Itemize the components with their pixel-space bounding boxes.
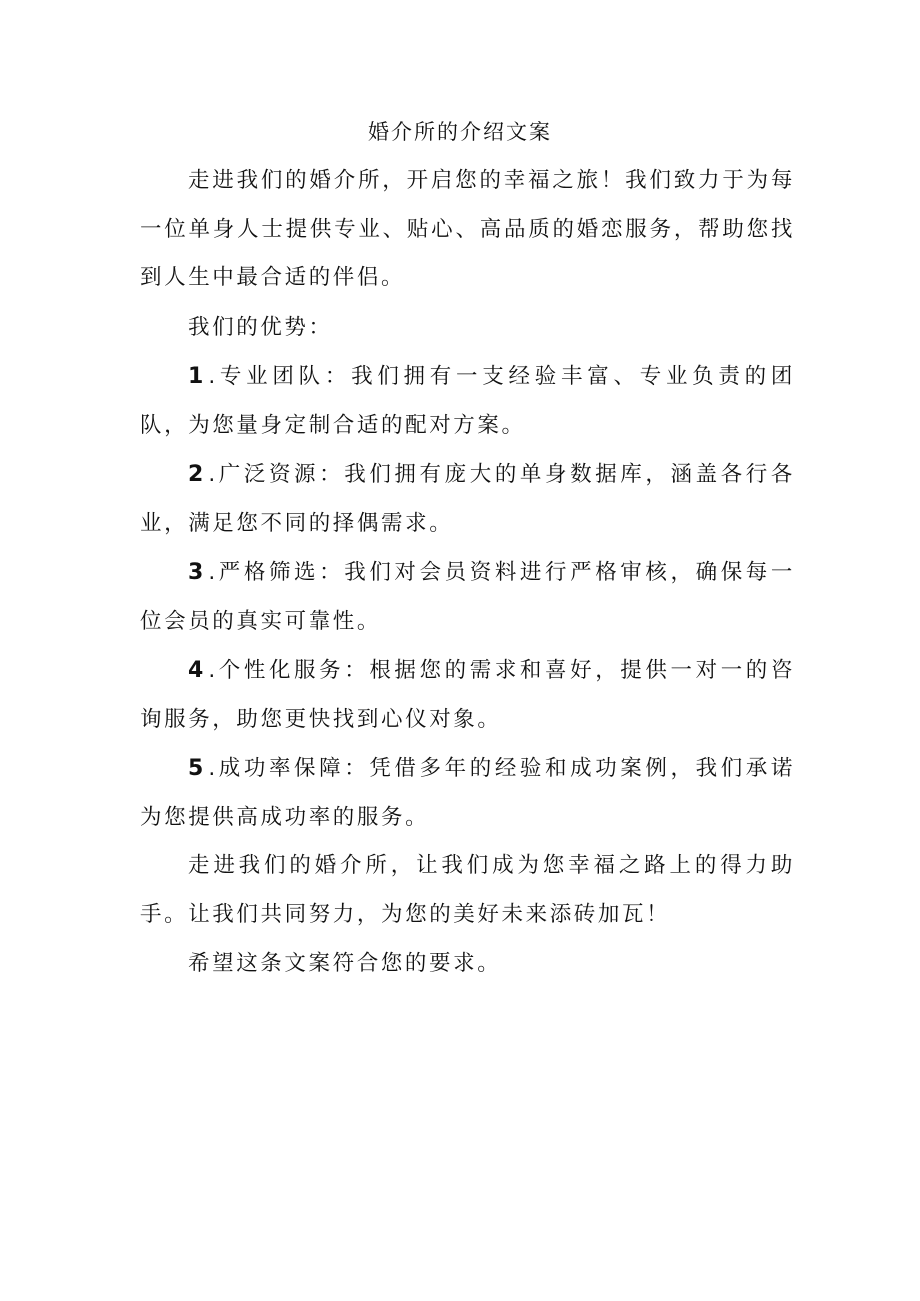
advantage-item-5 (140, 745, 795, 842)
advantage-text: .成功率保障：凭借多年的经验和成功案例，我们承诺为您提供高成功率的服务。 (140, 756, 795, 830)
intro-paragraph (140, 157, 795, 303)
note-text: 希望这条文案符合您的要求。 (188, 951, 502, 976)
advantage-number: 2 (188, 462, 205, 487)
note-paragraph (140, 940, 795, 989)
advantage-text: .严格筛选：我们对会员资料进行严格审核，确保每一位会员的真实可靠性。 (140, 560, 795, 634)
advantage-text: .个性化服务：根据您的需求和喜好，提供一对一的咨询服务，助您更快找到心仪对象。 (140, 658, 795, 732)
closing-paragraph (140, 842, 795, 939)
advantages-heading (140, 304, 795, 353)
closing-text: 走进我们的婚介所，让我们成为您幸福之路上的得力助手。让我们共同努力，为您的美好未来添砖加瓦！ (140, 853, 795, 927)
advantage-number: 3 (188, 560, 205, 585)
intro-text: 走进我们的婚介所，开启您的幸福之旅！我们致力于为每一位单身人士提供专业、贴心、高品质的婚恋服务，帮助您找到人生中最合适的伴侣。 (140, 168, 795, 290)
advantage-item-4 (140, 647, 795, 744)
advantage-number: 5 (188, 756, 205, 781)
advantage-number: 4 (188, 658, 205, 683)
advantages-heading-text: 我们的优势： (188, 315, 333, 340)
advantage-text: .专业团队：我们拥有一支经验丰富、专业负责的团队，为您量身定制合适的配对方案。 (140, 364, 795, 438)
advantage-item-1 (140, 353, 795, 450)
advantage-number: 1 (188, 364, 205, 389)
advantage-item-3 (140, 549, 795, 646)
advantage-text: .广泛资源：我们拥有庞大的单身数据库，涵盖各行各业，满足您不同的择偶需求。 (140, 462, 795, 536)
advantage-item-2 (140, 451, 795, 548)
document-title: 婚介所的介绍文案 (368, 120, 552, 144)
